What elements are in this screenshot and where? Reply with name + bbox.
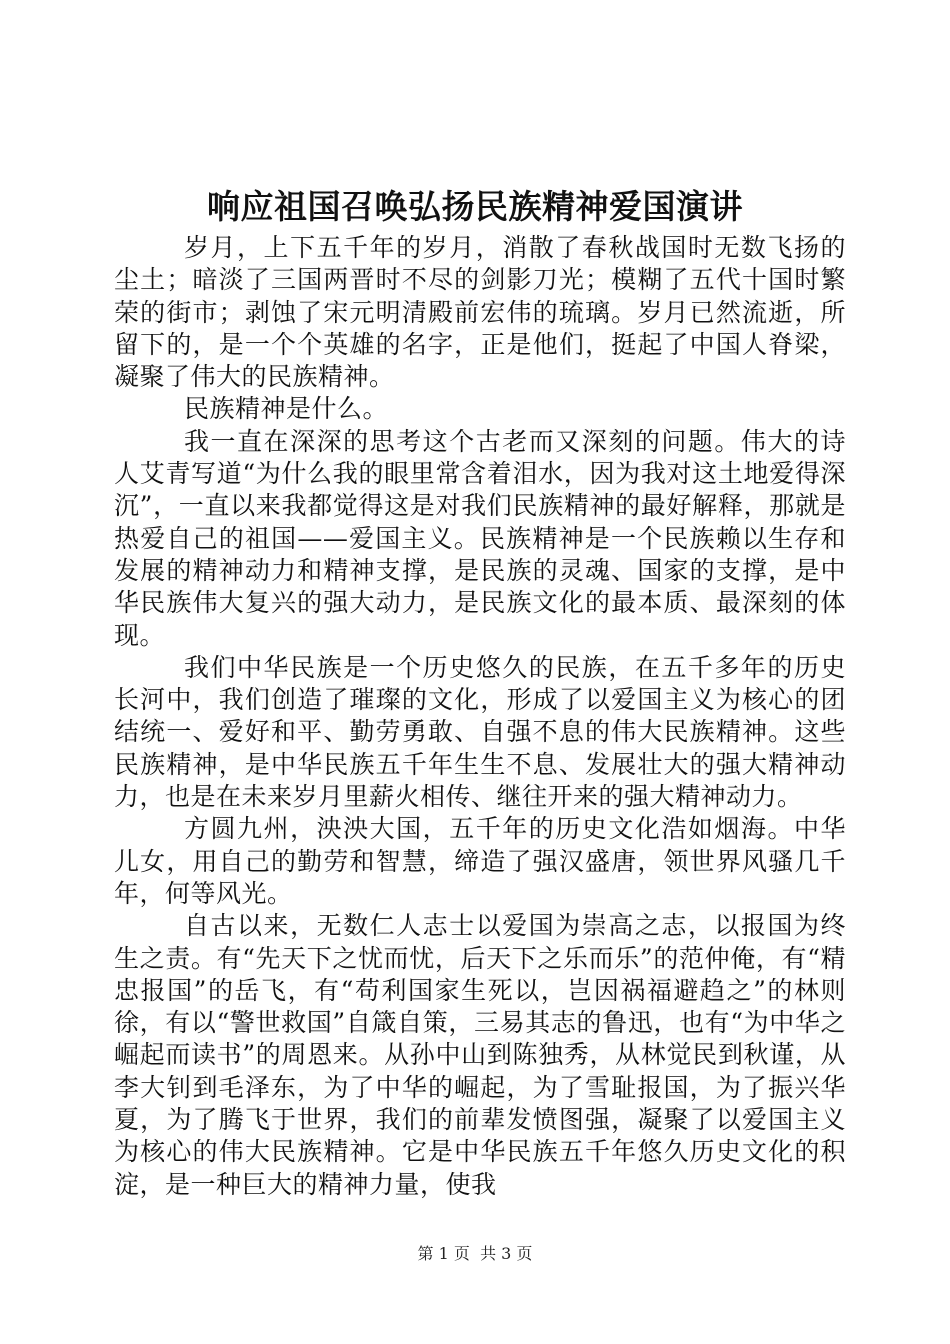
page-footer	[0, 1243, 950, 1265]
page-title: 响应祖国召唤弘扬民族精神爱国演讲	[207, 187, 743, 226]
paragraph-4: 我们中华民族是一个历史悠久的民族，在五千多年的历史长河中，我们创造了璀璨的文化，形成了以爱国主义为核心的团结统一、爱好和平、勤劳勇敢、自强不息的伟大民族精神。这些民族精神，是中华民族五千年生生不息、发展壮大的强大精神动力，也是在未来岁月里薪火相传、继往开来的强大精神动力。	[114, 652, 846, 812]
paragraph-1: 岁月，上下五千年的岁月，消散了春秋战国时无数飞扬的尘土；暗淡了三国两晋时不尽的剑影刀光；模糊了五代十国时繁荣的街市；剥蚀了宋元明清殿前宏伟的琉璃。岁月已然流逝，所留下的，是一个个英雄的名字，正是他们，挺起了中国人脊梁，凝聚了伟大的民族精神。	[114, 233, 846, 392]
page-total: 共 3 页	[480, 1244, 533, 1263]
paragraph-6: 自古以来，无数仁人志士以爱国为崇高之志，以报国为终生之责。有“先天下之忧而忧，后天下之乐而乐”的范仲俺，有“精忠报国”的岳飞，有“苟利国家生死以，岂因祸福避趋之”的林则徐，有以“警世救国”自箴自策，三易其志的鲁迅，也有“为中华之崛起而读书”的周恩来。从孙中山到陈独秀，从林觉民到秋谨，从李大钊到毛泽东，为了中华的崛起，为了雪耻报国，为了振兴华夏，为了腾飞于世界，我们的前辈发愤图强，凝聚了以爱国主义为核心的伟大民族精神。它是中华民族五千年悠久历史文化的积淀，是一种巨大的精神力量，使我	[114, 911, 846, 1199]
page-number: 第 1 页	[417, 1244, 470, 1263]
paragraph-2: 民族精神是什么。	[184, 394, 389, 424]
document-body	[114, 232, 846, 1201]
paragraph-3: 我一直在深深的思考这个古老而又深刻的问题。伟大的诗人艾青写道“为什么我的眼里常含着泪水，因为我对这土地爱得深沉”，一直以来我都觉得这是对我们民族精神的最好解释，那就是热爱自己的祖国——爱国主义。民族精神是一个民族赖以生存和发展的精神动力和精神支撑，是民族的灵魂、国家的支撑，是中华民族伟大复兴的强大动力，是民族文化的最本质、最深刻的体现。	[114, 426, 846, 650]
paragraph-5: 方圆九州，泱泱大国，五千年的历史文化浩如烟海。中华儿女，用自己的勤劳和智慧，缔造了强汉盛唐，领世界风骚几千年，何等风光。	[114, 814, 846, 908]
